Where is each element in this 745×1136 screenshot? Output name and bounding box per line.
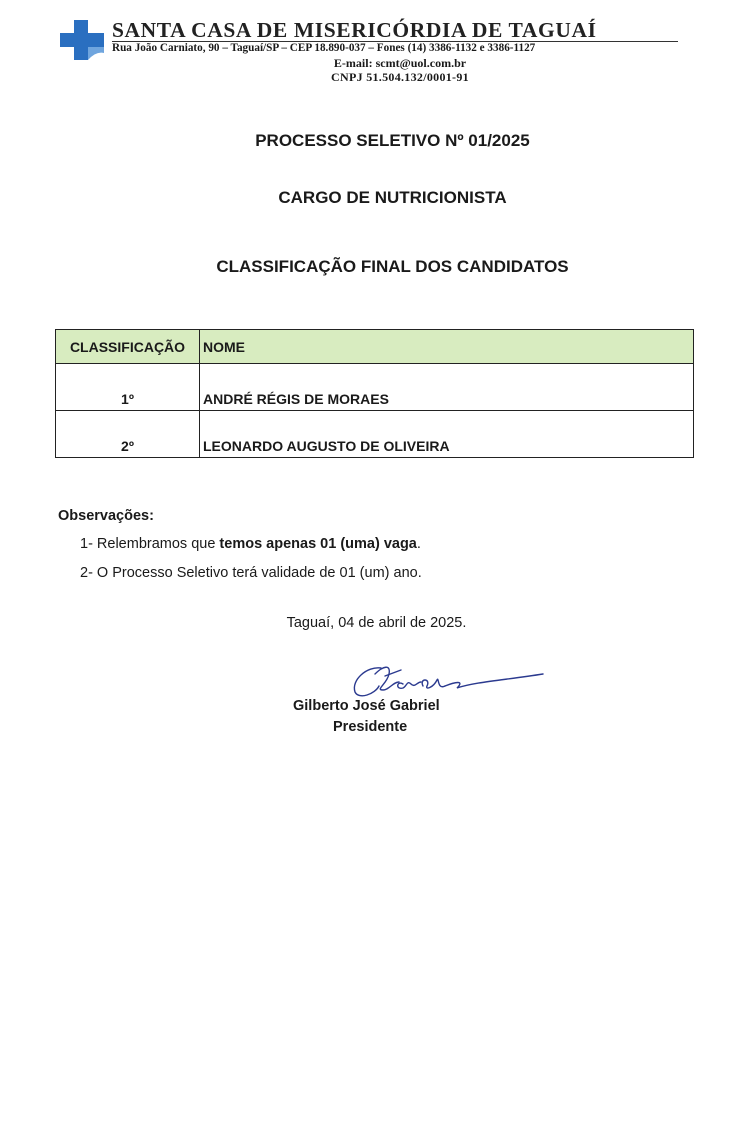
- table-row: [56, 411, 694, 458]
- table-row: [56, 364, 694, 411]
- position-title: CARGO DE NUTRICIONISTA: [278, 188, 507, 207]
- rank-cell: 2º: [56, 411, 200, 458]
- organization-name: SANTA CASA DE MISERICÓRDIA DE TAGUAÍ: [112, 18, 597, 42]
- handwritten-signature: [345, 660, 545, 702]
- rank-cell: 1º: [56, 364, 200, 411]
- signer-role: Presidente: [333, 719, 408, 735]
- document-date: Taguaí, 04 de abril de 2025.: [286, 615, 467, 631]
- table-header-row: [56, 330, 694, 364]
- observation-1-prefix: 1- Relembramos que: [80, 536, 220, 552]
- results-table: [55, 329, 694, 458]
- name-cell: ANDRÉ RÉGIS DE MORAES: [200, 364, 694, 411]
- organization-cnpj: CNPJ 51.504.132/0001-91: [331, 70, 469, 84]
- observation-item-2: 2- O Processo Seletivo terá validade de 01 (um) ano.: [80, 565, 422, 581]
- header-classification: CLASSIFICAÇÃO: [56, 330, 200, 364]
- process-title: PROCESSO SELETIVO Nº 01/2025: [255, 131, 530, 150]
- letterhead: [60, 18, 700, 88]
- organization-email: E-mail: scmt@uol.com.br: [333, 56, 467, 70]
- name-cell: LEONARDO AUGUSTO DE OLIVEIRA: [200, 411, 694, 458]
- observation-item-1: [80, 536, 421, 552]
- organization-address: Rua João Carniato, 90 – Taguaí/SP – CEP 18.890-037 – Fones (14) 3386-1132 e 3386-1127: [112, 42, 536, 54]
- observations-title: Observações:: [58, 508, 154, 524]
- signer-name: Gilberto José Gabriel: [293, 698, 440, 714]
- header-name: NOME: [200, 330, 694, 364]
- observation-1-suffix: .: [416, 536, 421, 552]
- observation-1-emphasis: temos apenas 01 (uma) vaga: [219, 536, 417, 552]
- blue-cross-logo-icon: [60, 20, 106, 60]
- classification-title: CLASSIFICAÇÃO FINAL DOS CANDIDATOS: [216, 257, 569, 276]
